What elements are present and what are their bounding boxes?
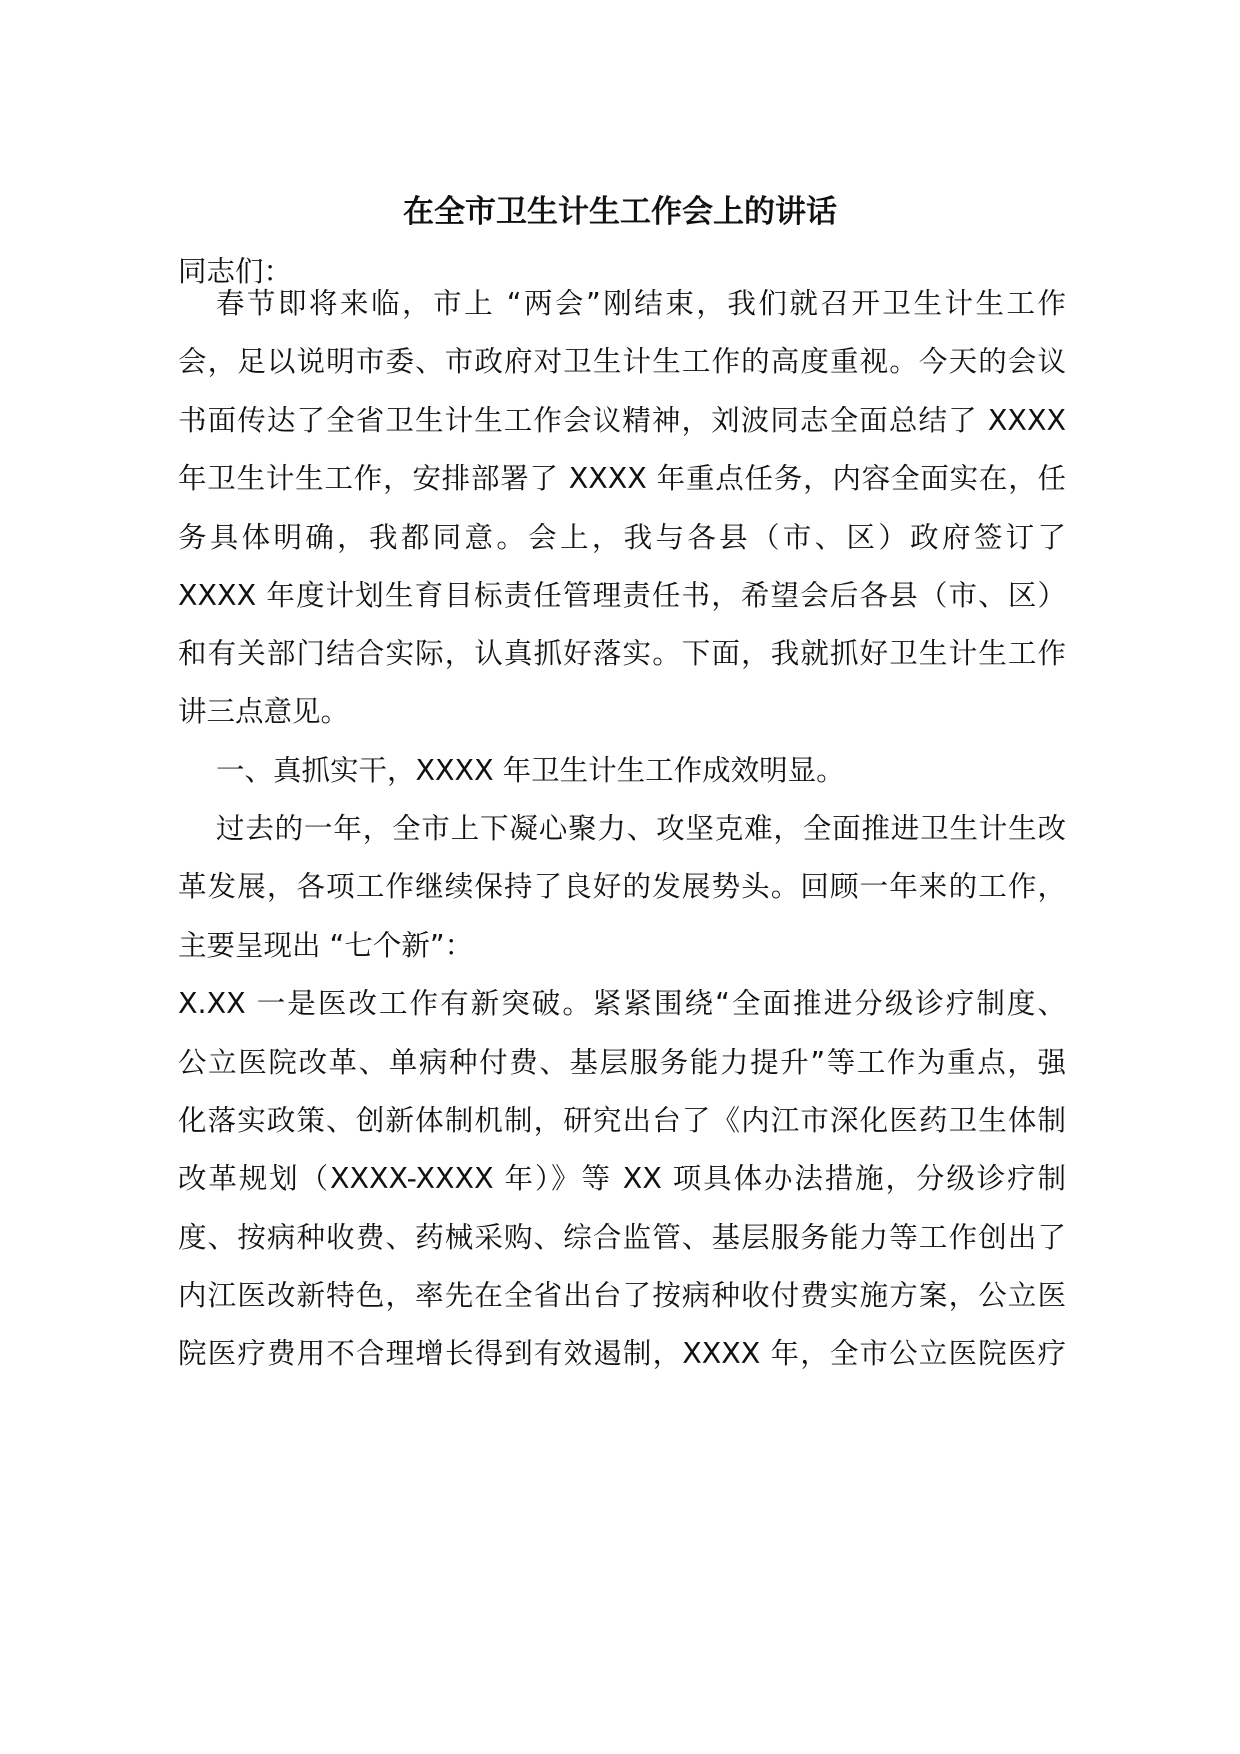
paragraph-line: 年卫生计生工作，安排部署了 XXXX 年重点任务，内容全面实在，任 (178, 462, 1066, 495)
paragraph-line: 会，足以说明市委、市政府对卫生计生工作的高度重视。今天的会议 (178, 345, 1066, 378)
paragraph-line: 改革规划（XXXX-XXXX 年）》等 XX 项具体办法措施，分级诊疗制 (178, 1162, 1066, 1195)
paragraph-line: 春节即将来临，市上 “两会”刚结束，我们就召开卫生计生工作 (216, 287, 1066, 320)
paragraph-line: 度、按病种收费、药械采购、综合监管、基层服务能力等工作创出了 (178, 1221, 1066, 1254)
paragraph-line: XXXX 年度计划生育目标责任管理责任书，希望会后各县（市、区） (178, 579, 1066, 612)
paragraph-line: 和有关部门结合实际，认真抓好落实。下面，我就抓好卫生计生工作 (178, 637, 1066, 670)
paragraph-line: 化落实政策、创新体制机制，研究出台了《内江市深化医药卫生体制 (178, 1104, 1066, 1137)
paragraph-line: 务具体明确，我都同意。会上，我与各县（市、区）政府签订了 (178, 521, 1066, 554)
paragraph-line: 院医疗费用不合理增长得到有效遏制，XXXX 年，全市公立医院医疗 (178, 1337, 1066, 1370)
paragraph-line: 公立医院改革、单病种付费、基层服务能力提升”等工作为重点，强 (178, 1046, 1066, 1079)
paragraph-line: X.XX 一是医改工作有新突破。紧紧围绕“全面推进分级诊疗制度、 (178, 987, 1066, 1020)
paragraph-line: 革发展，各项工作继续保持了良好的发展势头。回顾一年来的工作， (178, 870, 1066, 903)
paragraph-line: 书面传达了全省卫生计生工作会议精神，刘波同志全面总结了 XXXX (178, 404, 1066, 437)
salutation-line: 同志们： (178, 255, 293, 288)
paragraph-line: 讲三点意见。 (178, 695, 350, 728)
paragraph-line: 内江医改新特色，率先在全省出台了按病种收付费实施方案，公立医 (178, 1279, 1066, 1312)
document-title: 在全市卫生计生工作会上的讲话 (403, 194, 837, 230)
section-heading: 一、真抓实干，XXXX 年卫生计生工作成效明显。 (216, 754, 845, 787)
paragraph-line: 主要呈现出 “七个新”： (178, 929, 474, 962)
paragraph-line: 过去的一年，全市上下凝心聚力、攻坚克难，全面推进卫生计生改 (216, 812, 1066, 845)
